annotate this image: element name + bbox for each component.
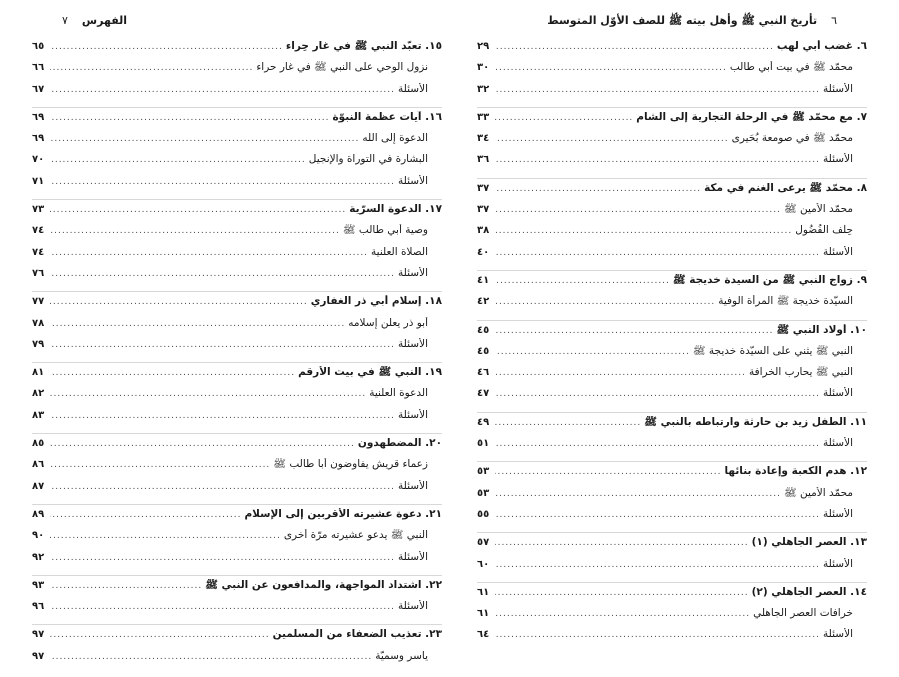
entry-title: البشارة في التوراة والإنجيل [308, 153, 428, 166]
toc-subentry[interactable] [32, 224, 442, 245]
dot-leader [50, 42, 283, 52]
entry-title: ١٥. تعبّد النبي ﷺ في غار حِراء [285, 40, 442, 52]
dot-leader [50, 113, 329, 123]
entry-page-number: ٦٥ [32, 41, 45, 52]
entry-title: نزول الوحي على النبي ﷺ في غار حراء [256, 61, 428, 74]
entry-title: الأسئلة [823, 82, 853, 95]
toc-section [477, 465, 867, 533]
dot-leader [495, 347, 690, 357]
toc-subentry[interactable] [477, 61, 867, 82]
entry-page-number: ٨١ [32, 367, 45, 379]
entry-page-number: ٨٢ [32, 388, 45, 400]
toc-subentry[interactable] [32, 387, 442, 408]
dot-leader [495, 155, 820, 165]
entry-page-number: ٧٦ [32, 267, 45, 279]
entry-title: ياسر وسميّة [375, 649, 428, 662]
toc-section [32, 579, 442, 626]
entry-page-number: ٤٩ [477, 416, 490, 428]
dot-leader [50, 340, 395, 350]
toc-chapter-entry[interactable] [32, 111, 442, 132]
dot-leader [50, 439, 355, 449]
dot-leader [50, 177, 395, 187]
dot-leader [50, 510, 241, 520]
dot-leader [50, 226, 340, 236]
toc-chapter-entry[interactable] [32, 295, 442, 316]
entry-title: الأسئلة [823, 628, 853, 641]
toc-section [477, 274, 867, 321]
toc-subentry[interactable] [32, 83, 442, 104]
entry-page-number: ٣٣ [477, 111, 490, 123]
entry-title: خرافات العصر الجاهلي [753, 607, 853, 620]
entry-title: الأسئلة [398, 337, 428, 350]
entry-title: الأسئلة [823, 387, 853, 400]
right-page [450, 0, 899, 640]
dot-leader [50, 630, 270, 640]
entry-title: ١٦. آيات عظمة النبوّة [332, 110, 442, 123]
dot-leader [50, 389, 366, 399]
toc-chapter-entry[interactable] [477, 274, 867, 295]
toc-subentry[interactable] [477, 153, 867, 174]
entry-page-number: ٩٢ [32, 551, 45, 563]
entry-page-number: ٨٩ [32, 508, 45, 520]
entry-page-number: ٩٧ [32, 629, 45, 641]
entry-page-number: ٤٠ [477, 246, 490, 258]
entry-title: الدعوة العلنية [369, 387, 428, 400]
toc-chapter-entry[interactable] [477, 111, 867, 132]
entry-title: ٦. غضب أبي لهب [776, 40, 867, 52]
toc-subentry[interactable] [32, 267, 442, 288]
entry-title: ٢٣. تعذيب الضعفاء من المسلمين [272, 628, 442, 641]
entry-title: الأسئلة [398, 600, 428, 613]
toc-chapter-entry[interactable] [32, 628, 442, 649]
toc-subentry[interactable] [477, 295, 867, 316]
entry-page-number: ٨٣ [32, 409, 45, 421]
dot-leader [495, 609, 750, 619]
entry-title: الدعوة إلى الله [362, 132, 428, 145]
toc-subentry[interactable] [32, 529, 442, 550]
entry-title: الأسئلة [823, 437, 853, 450]
dot-leader [50, 553, 395, 563]
entry-page-number: ٦٠ [477, 558, 490, 570]
entry-title: الأسئلة [823, 245, 853, 258]
toc-section [32, 508, 442, 576]
entry-page-number: ٨٧ [32, 480, 45, 492]
toc-subentry[interactable] [477, 246, 867, 267]
toc-subentry[interactable] [32, 246, 442, 267]
entry-page-number: ٧٠ [32, 154, 45, 166]
dot-leader [50, 411, 395, 421]
entry-page-number: ٩٦ [32, 601, 45, 613]
toc-chapter-entry[interactable] [32, 40, 442, 61]
entry-title: الصلاة العلنية [371, 245, 428, 258]
toc-subentry[interactable] [32, 409, 442, 430]
dot-leader [495, 85, 820, 95]
left-page-number: ٧ [62, 14, 68, 27]
toc-subentry[interactable] [32, 153, 442, 174]
dot-leader [495, 368, 746, 378]
toc-section [32, 40, 442, 108]
entry-title: وصية أبي طالب ﷺ [342, 224, 428, 237]
entry-page-number: ٦٤ [477, 629, 490, 641]
right-page-number: ٦ [831, 14, 837, 27]
entry-page-number: ٣٢ [477, 83, 490, 95]
entry-title: ١١. الطفل زيد بن حارثة وارتباطه بالنبي ﷺ [644, 415, 867, 428]
entry-title: محمّد الأمين ﷺ [783, 203, 853, 216]
entry-title: الأسئلة [823, 153, 853, 166]
entry-title: ١٣. العصر الجاهلي (١) [751, 536, 867, 549]
entry-page-number: ٧٨ [32, 317, 45, 329]
entry-title: ١٠. أولاد النبي ﷺ [776, 323, 867, 336]
toc-chapter-entry[interactable] [32, 579, 442, 600]
left-page [0, 0, 450, 662]
entry-page-number: ٦٧ [32, 83, 45, 95]
toc-section [477, 324, 867, 413]
toc-section [477, 416, 867, 463]
toc-subentry[interactable] [477, 628, 867, 649]
entry-page-number: ٥٣ [477, 466, 490, 478]
toc-section [32, 295, 442, 363]
toc-section [32, 111, 442, 200]
dot-leader [50, 531, 281, 541]
entry-title: الأسئلة [398, 550, 428, 563]
entry-title: الأسئلة [823, 557, 853, 570]
entry-title: أبو ذر يعلن إسلامه [348, 316, 428, 329]
entry-page-number: ٥٧ [477, 537, 490, 549]
toc-chapter-entry[interactable] [32, 508, 442, 529]
entry-page-number: ٥١ [477, 438, 490, 450]
entry-page-number: ٨٥ [32, 438, 45, 450]
toc-subentry[interactable] [477, 83, 867, 104]
toc-subentry[interactable] [477, 132, 867, 153]
entry-page-number: ٣٤ [477, 133, 490, 145]
entry-title: ١٨. إسلام أبي ذر الغفاري [310, 295, 442, 308]
dot-leader [50, 368, 295, 378]
toc-subentry[interactable] [477, 487, 867, 508]
entry-title: ٨. محمّد ﷺ يرعى الغنم في مكة [704, 181, 867, 194]
dot-leader [495, 510, 820, 520]
dot-leader [50, 652, 372, 662]
dot-leader [495, 439, 820, 449]
toc-chapter-entry[interactable] [477, 182, 867, 203]
entry-title: حِلْف الفُضُول [795, 224, 853, 237]
dot-leader [50, 482, 395, 492]
toc-subentry[interactable] [477, 345, 867, 366]
dot-leader [495, 134, 729, 144]
entry-title: الأسئلة [398, 266, 428, 279]
entry-page-number: ٩٧ [32, 650, 45, 662]
entry-page-number: ٣٨ [477, 225, 490, 237]
entry-page-number: ٤٧ [477, 388, 490, 400]
entry-title: الأسئلة [823, 507, 853, 520]
dot-leader [50, 460, 270, 470]
toc-subentry[interactable] [477, 203, 867, 224]
dot-leader [50, 248, 368, 258]
toc-chapter-entry[interactable] [477, 324, 867, 345]
entry-page-number: ٦٩ [32, 133, 45, 145]
dot-leader [50, 602, 395, 612]
toc-section [477, 182, 867, 271]
entry-title: النبي ﷺ يدعو عشيرته مرّة أخرى [283, 529, 428, 542]
entry-page-number: ٣٧ [477, 204, 490, 216]
right-header-title: تأريخ النبي ﷺ وأهل بيته ﷺ للصف الأوّل المتوسط [547, 14, 818, 27]
entry-page-number: ٥٣ [477, 487, 490, 499]
entry-page-number: ٧٧ [32, 296, 45, 308]
entry-page-number: ٦١ [477, 608, 490, 620]
toc-chapter-entry[interactable] [477, 40, 867, 61]
toc-chapter-entry[interactable] [477, 416, 867, 437]
dot-leader [50, 581, 202, 591]
toc-subentry[interactable] [477, 558, 867, 579]
dot-leader [495, 630, 820, 640]
entry-page-number: ٨٦ [32, 459, 45, 471]
toc-chapter-entry[interactable] [32, 437, 442, 458]
entry-title: ٩. زواج النبي ﷺ من السيدة خديجة ﷺ [672, 273, 867, 286]
dot-leader [495, 560, 820, 570]
toc-subentry[interactable] [477, 437, 867, 458]
entry-title: الأسئلة [398, 479, 428, 492]
entry-page-number: ٤٦ [477, 367, 490, 379]
left-header-title: الفهرس [81, 14, 128, 27]
dot-leader [495, 538, 749, 548]
entry-page-number: ٦٩ [32, 111, 45, 123]
dot-leader [50, 63, 253, 73]
entry-page-number: ٩٣ [32, 579, 45, 591]
entry-page-number: ٣٠ [477, 62, 490, 74]
dot-leader [495, 467, 721, 477]
entry-page-number: ٤٥ [477, 324, 490, 336]
toc-section [477, 111, 867, 179]
entry-title: محمّد ﷺ في صومعة بُحَيرى [731, 132, 853, 145]
entry-page-number: ٦٦ [32, 62, 45, 74]
dot-leader [495, 42, 774, 52]
table-of-contents-left [32, 40, 442, 677]
entry-title: النبي ﷺ يحارب الخرافة [748, 366, 853, 379]
toc-subentry[interactable] [32, 61, 442, 82]
toc-subentry[interactable] [477, 508, 867, 529]
dot-leader [495, 297, 715, 307]
entry-title: محمّد الأمين ﷺ [783, 486, 853, 499]
entry-title: النبي ﷺ يثني على السيّدة خديجة ﷺ [692, 344, 853, 357]
dot-leader [50, 205, 346, 215]
dot-leader [495, 276, 670, 286]
entry-page-number: ٣٧ [477, 182, 490, 194]
toc-chapter-entry[interactable] [477, 465, 867, 486]
entry-page-number: ٥٥ [477, 508, 490, 520]
entry-page-number: ٧٩ [32, 338, 45, 350]
dot-leader [495, 63, 727, 73]
dot-leader [495, 184, 701, 194]
dot-leader [495, 389, 820, 399]
toc-section [32, 437, 442, 505]
entry-page-number: ٣٦ [477, 154, 490, 166]
entry-title: محمّد ﷺ في بيت أبي طالب [729, 61, 853, 74]
toc-subentry[interactable] [32, 480, 442, 501]
dot-leader [50, 297, 308, 307]
entry-title: ٢٢. اشتداد المواجهة، والمدافعون عن النبي ﷺ [205, 578, 442, 591]
entry-page-number: ٤٢ [477, 296, 490, 308]
toc-subentry[interactable] [477, 224, 867, 245]
dot-leader [50, 319, 345, 329]
toc-chapter-entry[interactable] [32, 203, 442, 224]
toc-section [477, 40, 867, 108]
left-running-header [48, 14, 127, 27]
dot-leader [495, 326, 773, 336]
dot-leader [495, 489, 781, 499]
entry-title: ٢١. دعوة عشيرته الأقربين إلى الإسلام [244, 507, 442, 520]
dot-leader [495, 226, 792, 236]
dot-leader [495, 418, 641, 428]
dot-leader [495, 205, 781, 215]
toc-section [477, 586, 867, 653]
toc-subentry[interactable] [477, 387, 867, 408]
toc-section [32, 366, 442, 434]
dot-leader [495, 588, 749, 598]
toc-subentry[interactable] [477, 607, 867, 628]
toc-subentry[interactable] [32, 338, 442, 359]
table-of-contents-right [477, 40, 867, 656]
entry-page-number: ٧٣ [32, 204, 45, 216]
dot-leader [50, 155, 306, 165]
toc-section [477, 536, 867, 583]
toc-subentry[interactable] [32, 600, 442, 621]
toc-chapter-entry[interactable] [32, 366, 442, 387]
toc-subentry[interactable] [32, 650, 442, 671]
entry-title: الأسئلة [398, 82, 428, 95]
entry-page-number: ٩٠ [32, 530, 45, 542]
entry-title: زعماء قريش يفاوضون أبا طالب ﷺ [273, 458, 428, 471]
entry-page-number: ٧٤ [32, 225, 45, 237]
toc-subentry[interactable] [32, 551, 442, 572]
entry-page-number: ٢٩ [477, 41, 490, 52]
toc-subentry[interactable] [32, 132, 442, 153]
entry-title: السيّدة خديجة ﷺ المرأة الوفية [718, 295, 853, 308]
entry-title: ١٧. الدعوة السرّية [349, 203, 442, 216]
entry-title: ١٩. النبي ﷺ في بيت الأرقم [298, 366, 442, 379]
entry-title: الأسئلة [398, 408, 428, 421]
entry-title: ٧. مع محمّد ﷺ في الرحلة التجارية إلى الشام [636, 110, 867, 123]
entry-page-number: ٦١ [477, 586, 490, 598]
dot-leader [495, 248, 820, 258]
right-running-header [547, 14, 851, 30]
dot-leader [50, 85, 395, 95]
toc-chapter-entry[interactable] [477, 536, 867, 557]
entry-title: ١٢. هدم الكعبة وإعادة بنائها [724, 465, 867, 478]
entry-title: ٢٠. المضطهدون [357, 437, 442, 450]
dot-leader [50, 134, 359, 144]
toc-chapter-entry[interactable] [477, 586, 867, 607]
entry-page-number: ٤٥ [477, 345, 490, 357]
toc-subentry[interactable] [32, 458, 442, 479]
toc-subentry[interactable] [32, 317, 442, 338]
toc-subentry[interactable] [477, 366, 867, 387]
entry-page-number: ٤١ [477, 274, 490, 286]
dot-leader [50, 269, 395, 279]
entry-title: الأسئلة [398, 174, 428, 187]
dot-leader [495, 113, 633, 123]
entry-title: ١٤. العصر الجاهلي (٢) [751, 585, 867, 598]
entry-page-number: ٧٤ [32, 246, 45, 258]
toc-section [32, 628, 442, 674]
toc-section [32, 203, 442, 292]
entry-page-number: ٧١ [32, 175, 45, 187]
toc-subentry[interactable] [32, 175, 442, 196]
